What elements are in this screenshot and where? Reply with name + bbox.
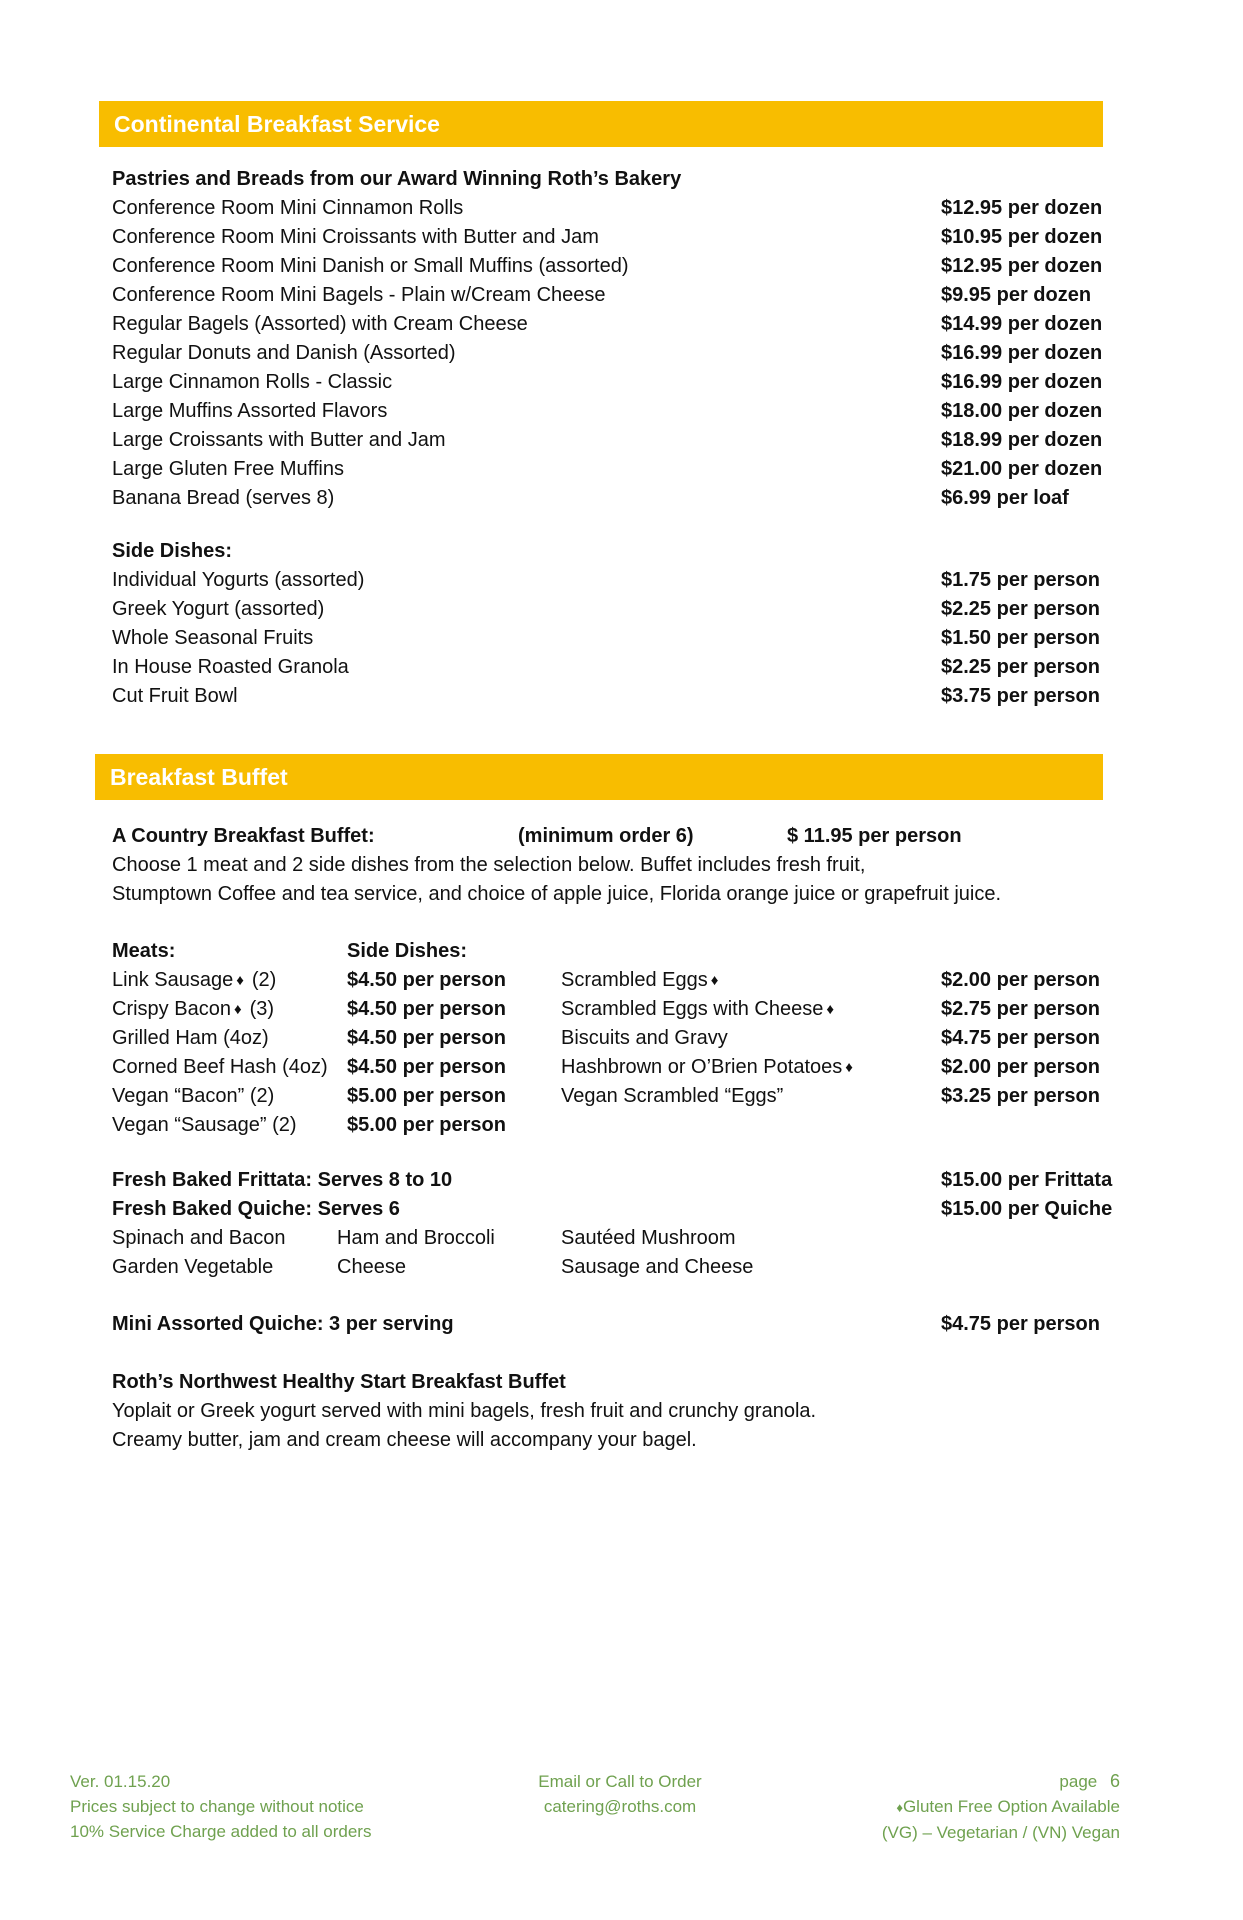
buffet-side-row xyxy=(112,1053,1142,1082)
gluten-free-diamond-icon: ♦ xyxy=(233,1001,242,1018)
meat-name xyxy=(112,1111,297,1140)
buffet-side-name-text: Hashbrown or O’Brien Potatoes xyxy=(561,1056,843,1078)
menu-item-name: Greek Yogurt (assorted) xyxy=(112,598,325,620)
menu-item-name: Large Croissants with Butter and Jam xyxy=(112,429,446,451)
menu-item-name: Regular Donuts and Danish (Assorted) xyxy=(112,342,456,364)
meat-name-text: Crispy Bacon xyxy=(112,998,231,1020)
footer-service-charge: 10% Service Charge added to all orders xyxy=(70,1822,372,1841)
menu-item-name: Large Muffins Assorted Flavors xyxy=(112,400,388,422)
menu-item-name: Large Gluten Free Muffins xyxy=(112,458,344,480)
menu-item-row xyxy=(112,426,1142,455)
quiche-option: Garden Vegetable xyxy=(112,1256,274,1278)
gluten-free-diamond-icon: ♦ xyxy=(896,1800,903,1815)
buffet-side-name xyxy=(561,1024,728,1053)
menu-item-row xyxy=(112,397,1142,426)
footer-email[interactable]: catering@roths.com xyxy=(543,1797,697,1816)
buffet-side-name xyxy=(561,966,718,995)
menu-item-row xyxy=(112,455,1142,484)
country-buffet-price: $ 11.95 per person xyxy=(787,825,962,847)
quiche-option: Spinach and Bacon xyxy=(112,1227,286,1249)
quiche-options-row xyxy=(112,1253,1142,1282)
footer-center xyxy=(500,1769,740,1819)
frittata-row xyxy=(112,1166,1142,1195)
menu-item-row xyxy=(112,223,1142,252)
meat-name-text: Vegan “Sausage” (2) xyxy=(112,1114,297,1136)
country-buffet-desc-1: Choose 1 meat and 2 side dishes from the selection below. Buffet includes fresh fruit, xyxy=(112,854,866,876)
mini-quiche-row xyxy=(112,1310,1142,1339)
menu-item-row xyxy=(112,595,1142,624)
frittata-price: $15.00 per Frittata xyxy=(941,1169,1113,1191)
gluten-free-diamond-icon: ♦ xyxy=(845,1059,853,1076)
footer-order-label: Email or Call to Order xyxy=(538,1772,702,1791)
buffet-side-row xyxy=(112,1024,1142,1053)
country-buffet-minimum: (minimum order 6) xyxy=(518,825,694,847)
menu-item-name: Individual Yogurts (assorted) xyxy=(112,569,365,591)
menu-item-row xyxy=(112,368,1142,397)
quiche-option: Ham and Broccoli xyxy=(337,1227,495,1249)
buffet-side-row xyxy=(112,995,1142,1024)
buffet-banner: Breakfast Buffet xyxy=(95,754,1103,800)
footer-page-number: 6 xyxy=(1109,1771,1120,1791)
menu-item-price: $3.75 per person xyxy=(941,685,1100,707)
meat-name-text: Vegan “Bacon” (2) xyxy=(112,1085,275,1107)
menu-item-row xyxy=(112,653,1142,682)
quiche-option: Cheese xyxy=(337,1256,406,1278)
menu-item-name: Large Cinnamon Rolls - Classic xyxy=(112,371,393,393)
meat-quantity: (2) xyxy=(251,969,277,991)
menu-item-row xyxy=(112,682,1142,711)
mini-quiche-price: $4.75 per person xyxy=(941,1313,1100,1335)
meat-price: $4.50 per person xyxy=(347,969,506,991)
healthy-start-title: Roth’s Northwest Healthy Start Breakfast Buffet xyxy=(112,1371,566,1393)
buffet-side-price: $3.25 per person xyxy=(941,1085,1100,1107)
buffet-side-name-text: Biscuits and Gravy xyxy=(561,1027,728,1049)
menu-item-name: Cut Fruit Bowl xyxy=(112,685,238,707)
footer-version: Ver. 01.15.20 xyxy=(70,1772,171,1791)
menu-item-row xyxy=(112,339,1142,368)
menu-item-name: Conference Room Mini Bagels - Plain w/Cream Cheese xyxy=(112,284,606,306)
menu-item-price: $18.99 per dozen xyxy=(941,429,1103,451)
menu-item-price: $2.25 per person xyxy=(941,598,1100,620)
footer-left xyxy=(70,1769,371,1844)
buffet-headings-row xyxy=(112,937,1142,966)
buffet-side-name xyxy=(561,995,834,1024)
healthy-start-desc-2: Creamy butter, jam and cream cheese will accompany your bagel. xyxy=(112,1429,697,1451)
buffet-side-name-text: Scrambled Eggs xyxy=(561,969,708,991)
quiche-option: Sautéed Mushroom xyxy=(561,1227,736,1249)
menu-item-price: $16.99 per dozen xyxy=(941,342,1103,364)
meat-quantity: (3) xyxy=(249,998,275,1020)
country-buffet-desc-2: Stumptown Coffee and tea service, and choice of apple juice, Florida orange juice or grapefruit juice. xyxy=(112,883,1002,905)
meat-name-text: Link Sausage xyxy=(112,969,234,991)
meat-price: $4.50 per person xyxy=(347,1027,506,1049)
quiche-price: $15.00 per Quiche xyxy=(941,1198,1113,1220)
menu-item-price: $10.95 per dozen xyxy=(941,226,1103,248)
frittata-title: Fresh Baked Frittata: Serves 8 to 10 xyxy=(112,1169,453,1191)
meat-price: $5.00 per person xyxy=(347,1114,506,1136)
menu-item-row xyxy=(112,194,1142,223)
footer-page-label: page xyxy=(1059,1772,1098,1791)
menu-item-price: $1.50 per person xyxy=(941,627,1100,649)
buffet-side-price: $4.75 per person xyxy=(941,1027,1100,1049)
menu-item-price: $1.75 per person xyxy=(941,569,1100,591)
menu-item-name: Conference Room Mini Croissants with Butter and Jam xyxy=(112,226,599,248)
meat-name-text: Corned Beef Hash (4oz) xyxy=(112,1056,328,1078)
footer-gf-note xyxy=(820,1794,1120,1820)
meat-price: $4.50 per person xyxy=(347,1056,506,1078)
buffet-sides-heading: Side Dishes: xyxy=(347,940,468,962)
menu-item-price: $6.99 per loaf xyxy=(941,487,1069,509)
menu-item-row xyxy=(112,252,1142,281)
menu-item-price: $21.00 per dozen xyxy=(941,458,1103,480)
menu-item-row xyxy=(112,310,1142,339)
meats-heading: Meats: xyxy=(112,940,176,962)
menu-item-price: $9.95 per dozen xyxy=(941,284,1092,306)
footer-gf-text: Gluten Free Option Available xyxy=(902,1797,1120,1816)
menu-item-price: $18.00 per dozen xyxy=(941,400,1103,422)
menu-item-name: In House Roasted Granola xyxy=(112,656,349,678)
gluten-free-diamond-icon: ♦ xyxy=(710,972,719,989)
menu-item-price: $16.99 per dozen xyxy=(941,371,1103,393)
mini-quiche-title: Mini Assorted Quiche: 3 per serving xyxy=(112,1313,454,1335)
footer-right xyxy=(820,1769,1120,1845)
gluten-free-diamond-icon: ♦ xyxy=(236,972,244,989)
healthy-start-desc-1: Yoplait or Greek yogurt served with mini bagels, fresh fruit and crunchy granola. xyxy=(112,1400,817,1422)
continental-sides-heading: Side Dishes: xyxy=(112,540,233,562)
menu-item-name: Conference Room Mini Danish or Small Muffins (assorted) xyxy=(112,255,629,277)
menu-item-price: $12.95 per dozen xyxy=(941,197,1103,219)
meat-price: $4.50 per person xyxy=(347,998,506,1020)
menu-item-name: Whole Seasonal Fruits xyxy=(112,627,314,649)
quiche-options-row xyxy=(112,1224,1142,1253)
footer-page xyxy=(820,1769,1120,1794)
quiche-title: Fresh Baked Quiche: Serves 6 xyxy=(112,1198,400,1220)
country-buffet-row xyxy=(112,822,1142,851)
quiche-row xyxy=(112,1195,1142,1224)
menu-item-price: $14.99 per dozen xyxy=(941,313,1103,335)
continental-banner: Continental Breakfast Service xyxy=(99,101,1103,147)
menu-item-name: Banana Bread (serves 8) xyxy=(112,487,335,509)
menu-item-row xyxy=(112,624,1142,653)
footer-prices-note: Prices subject to change without notice xyxy=(70,1797,364,1816)
menu-item-price: $2.25 per person xyxy=(941,656,1100,678)
buffet-side-row xyxy=(112,1082,1142,1111)
buffet-side-name xyxy=(561,1053,853,1082)
buffet-side-name-text: Scrambled Eggs with Cheese xyxy=(561,998,824,1020)
quiche-option: Sausage and Cheese xyxy=(561,1256,754,1278)
menu-item-row xyxy=(112,281,1142,310)
buffet-side-name xyxy=(561,1082,783,1111)
menu-item-row xyxy=(112,484,1142,513)
menu-item-name: Regular Bagels (Assorted) with Cream Cheese xyxy=(112,313,528,335)
meat-price: $5.00 per person xyxy=(347,1085,506,1107)
country-buffet-title: A Country Breakfast Buffet: xyxy=(112,825,375,847)
pastries-heading: Pastries and Breads from our Award Winning Roth’s Bakery xyxy=(112,168,682,190)
footer-vg-note: (VG) – Vegetarian / (VN) Vegan xyxy=(881,1823,1120,1842)
meat-row xyxy=(112,1111,1142,1140)
gluten-free-diamond-icon: ♦ xyxy=(826,1001,835,1018)
buffet-side-price: $2.00 per person xyxy=(941,1056,1100,1078)
menu-item-price: $12.95 per dozen xyxy=(941,255,1103,277)
buffet-side-price: $2.75 per person xyxy=(941,998,1100,1020)
meat-name-text: Grilled Ham (4oz) xyxy=(112,1027,269,1049)
menu-item-row xyxy=(112,566,1142,595)
buffet-side-row xyxy=(112,966,1142,995)
buffet-side-name-text: Vegan Scrambled “Eggs” xyxy=(561,1085,784,1107)
menu-item-name: Conference Room Mini Cinnamon Rolls xyxy=(112,197,464,219)
buffet-side-price: $2.00 per person xyxy=(941,969,1100,991)
